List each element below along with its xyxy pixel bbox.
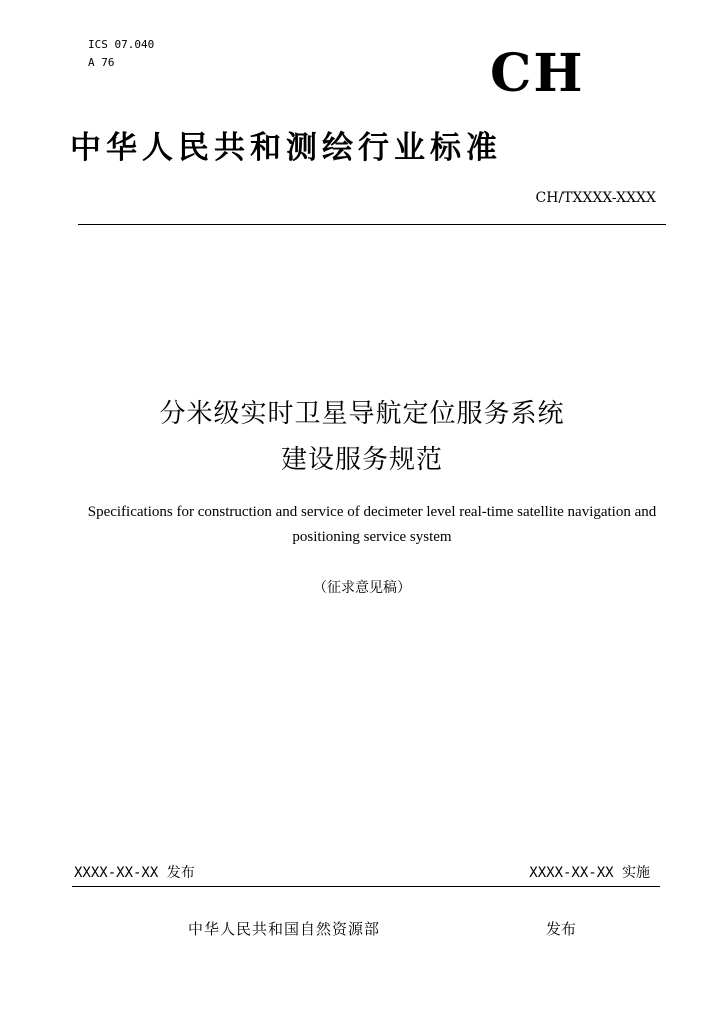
publisher-name: 中华人民共和国自然资源部 — [188, 920, 381, 938]
ccs-code: A 76 — [88, 56, 115, 69]
ics-code: ICS 07.040 — [88, 38, 155, 51]
document-title-cn-line1: 分米级实时卫星导航定位服务系统 — [159, 399, 565, 429]
issue-date: XXXX-XX-XX 发布 — [74, 865, 195, 881]
document-title-cn-line2: 建设服务规范 — [280, 445, 443, 475]
implementation-date: XXXX-XX-XX 实施 — [529, 865, 650, 881]
publish-label: 发布 — [546, 920, 577, 938]
standard-code: CH/TXXXX-XXXX — [535, 190, 656, 206]
standard-category-title: 中华人民共和测绘行业标准 — [70, 130, 502, 166]
footer-divider — [72, 886, 660, 887]
draft-status-note: （征求意见稿） — [313, 580, 411, 596]
document-title-en: Specifications for construction and service of decimeter level real-time satellite navigation and positioning service system — [87, 504, 657, 545]
header-divider — [78, 224, 666, 225]
ch-logo: CH — [490, 43, 585, 104]
